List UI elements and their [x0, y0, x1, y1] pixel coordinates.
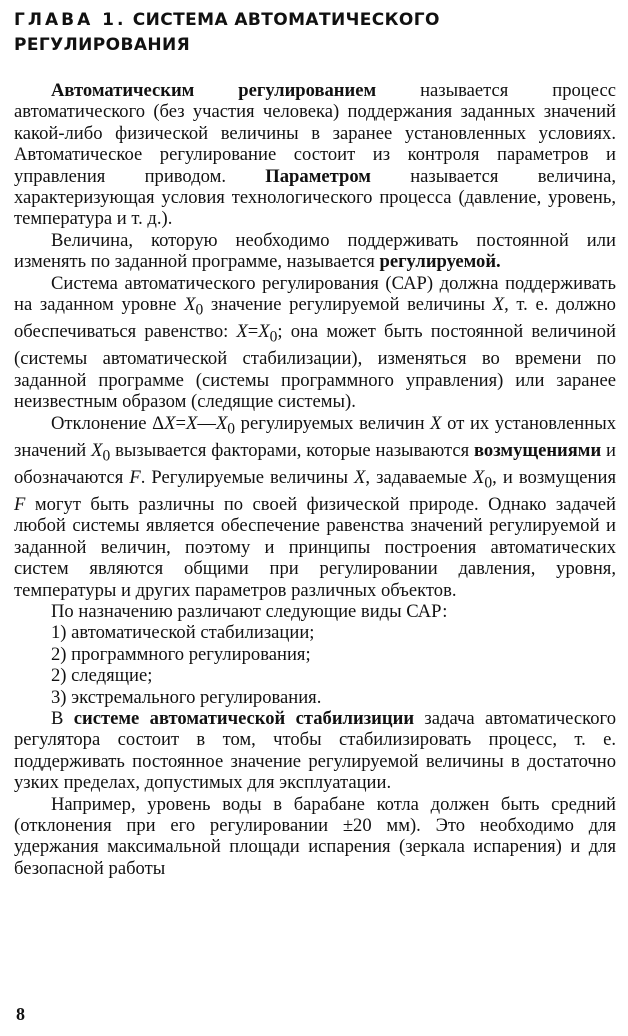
symbol-x: X	[258, 321, 270, 343]
subscript: 0	[227, 420, 236, 438]
paragraph-sar	[14, 273, 616, 413]
paragraph-text: и обозначаются	[14, 439, 616, 488]
symbol-x: X	[164, 412, 176, 434]
chapter-heading	[14, 8, 616, 58]
subscript: 0	[195, 301, 204, 319]
symbol-x: X	[430, 412, 442, 434]
term-parameter: Параметром	[265, 165, 371, 187]
paragraph-text: могут быть различны по своей физической природе. Однако задачей любой системы является обеспечение равенства значений регулируемой и заданной величин, поэтому и принципы построения автоматических систем являются общими при регулировании давления, уровня, температуры и других параметров различных объектов.	[14, 493, 616, 601]
term-disturbances: возмущениями	[473, 439, 602, 461]
symbol-f: F	[14, 493, 26, 515]
paragraph-text: называется величина, характеризующая условия технологического процесса (давление, уровень, температура и т. д.).	[14, 165, 617, 230]
term-regulated: регулируемой.	[379, 251, 501, 273]
symbol-x: X	[492, 294, 505, 316]
paragraph-stabilization	[14, 708, 616, 794]
list-item: 3) экстремального регулирования.	[51, 686, 322, 708]
paragraph-text: Система автоматического регулирования (САР) должна поддерживать на заданном уровне	[14, 272, 616, 316]
book-page	[14, 8, 616, 1028]
paragraph-text: называется процесс автоматического (без участия человека) поддержания заданных значений какой-либо физической величины в заранее установленных условиях. Автоматическое регулирование состоит из контроля параметров и управления приводом.	[14, 80, 616, 187]
paragraph-text: В	[51, 707, 74, 729]
paragraph-text: , и возмущения	[492, 466, 616, 488]
paragraph-text: ; она может быть постоянной величиной (системы автоматической стабилизации), изменяться во времени по заданной программе (системы программного управления) или заранее неизвестным образом (следящие системы).	[14, 321, 616, 413]
symbol-x: X	[215, 412, 228, 434]
subscript: 0	[269, 328, 278, 346]
paragraph-text: регулируемых величин	[235, 412, 431, 434]
paragraph-example: Например, уровень воды в барабане котла должен быть средний (отклонения при его регулировании ±20 мм). Это необходимо для удержания максимальной площади испарения (зеркала испарения) и для безопасной работы	[14, 793, 616, 879]
paragraph-definition	[14, 80, 616, 230]
equals-sign: =	[247, 321, 259, 343]
chapter-body	[14, 80, 616, 879]
paragraph-text: Величина, которую необходимо поддерживать постоянной или изменять по заданной программе, называется	[14, 229, 616, 273]
paragraph-text: от их установленных значений	[14, 412, 616, 461]
chapter-title: СИСТЕМА АВТОМАТИЧЕСКОГО РЕГУЛИРОВАНИЯ	[14, 10, 440, 55]
paragraph-text: Отклонение Δ	[51, 412, 165, 434]
term-automatic-regulation: Автоматическим регулированием	[51, 80, 377, 101]
list-item: 1) автоматической стабилизации;	[51, 622, 315, 644]
paragraph-text: . Регулируемые величины	[140, 466, 355, 488]
symbol-x: X	[184, 294, 196, 316]
paragraph-text: , задаваемые	[365, 466, 474, 488]
list-item: 2) следящие;	[51, 665, 153, 687]
page-number: 8	[16, 1004, 25, 1024]
minus-sign: —	[197, 412, 216, 434]
paragraph-text: , т. е. должно обеспечиваться равенство:	[14, 294, 616, 343]
symbol-x: X	[91, 439, 103, 461]
symbol-f: F	[129, 466, 141, 488]
paragraph-deviation	[14, 413, 616, 601]
paragraph-text: значение регулируемой величины	[203, 294, 493, 316]
symbol-x: X	[473, 466, 485, 488]
paragraph-types-intro: По назначению различают следующие виды САР:	[51, 600, 448, 622]
term-stabilization-system: системе автоматической стабилизиции	[73, 707, 415, 729]
paragraph-text: вызывается факторами, которые называются	[110, 439, 474, 461]
subscript: 0	[102, 447, 111, 465]
symbol-x: X	[185, 412, 198, 434]
equals-sign: =	[175, 412, 186, 434]
sar-types-list	[14, 622, 616, 708]
chapter-label: ГЛАВА 1.	[14, 10, 127, 30]
subscript: 0	[484, 474, 493, 492]
list-item: 2) программного регулирования;	[51, 643, 311, 665]
paragraph-regulated-value	[14, 230, 616, 273]
paragraph-text: задача автоматического регулятора состоит в том, чтобы стабилизировать процесс, т. е. поддерживать постоянное значение регулируемой величины в достаточно узких пределах, допустимых для эксплуатации.	[14, 707, 616, 794]
symbol-x: X	[236, 321, 248, 343]
symbol-x: X	[354, 466, 366, 488]
